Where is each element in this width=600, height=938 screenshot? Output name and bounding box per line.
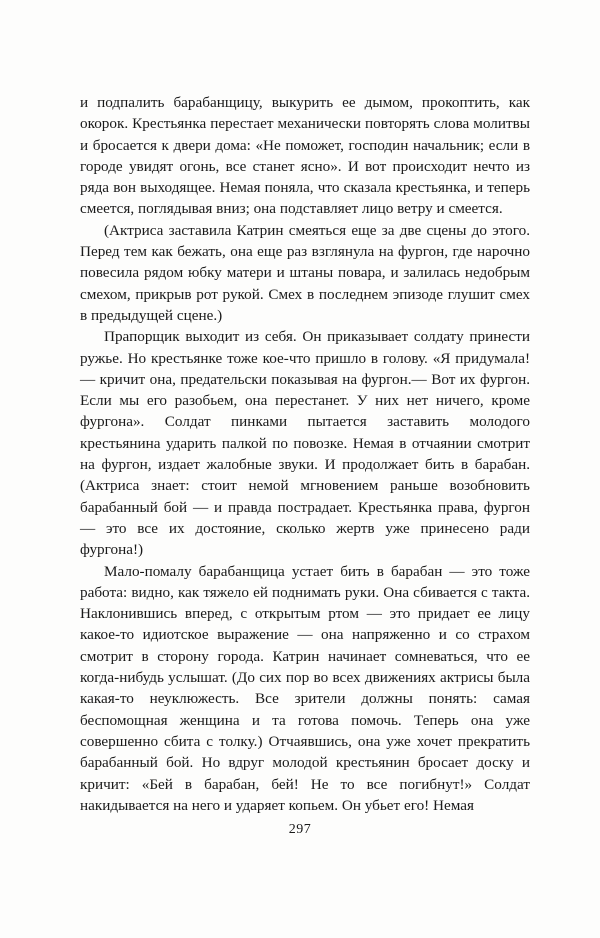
- paragraph-2: (Актриса заставила Катрин смеяться еще за две сцены до этого. Перед тем как бежать, она еще раз взглянула на фургон, где нарочно повесила рядом юбку матери и штаны повара, и залилась недобрым смехом, прикрыв рот рукой. Смех в последнем эпизоде глушит смех в предыдущей сцене.): [80, 221, 530, 324]
- paragraph-3: Прапорщик выходит из себя. Он приказывает солдату принести ружье. Но крестьянке тоже кое-что пришло в голову. «Я придумала! — кричит она, предательски показывая на фургон.— Вот их фургон. Если мы его разобьем, она перестанет. У них нет ничего, кроме фургона». Солдат пинками пытается заставить молодого крестьянина ударить палкой по повозке. Немая в отчаянии смотрит на фургон, издает жалобные звуки. И продолжает бить в барабан. (Актриса знает: стоит немой мгновением раньше возобновить барабанный бой — и правда пострадает. Крестьянка права, фургон — это все их достояние, сколько жертв уже принесено ради фургона!): [80, 328, 530, 559]
- paragraph-4: Мало-помалу барабанщица устает бить в барабан — это тоже работа: видно, как тяжело ей поднимать руки. Она сбивается с такта. Наклонившись вперед, с открытым ртом — это придает ее лицу какое-то идиотское выражение — она напряженно и со страхом смотрит в сторону города. Катрин начинает сомневаться, что ее когда-нибудь услышат. (До сих пор во всех движениях актрисы была какая-то неуклюжесть. Все зрители должны понять: самая беспомощная женщина и та готова помочь. Теперь она уже совершенно сбита с толку.) Отчаявшись, она уже хочет прекратить барабанный бой. Но вдруг молодой крестьянин бросает доску и кричит: «Бей в барабан, бей! Не то все погибнут!» Солдат накидывается на него и ударяет копьем. Он убьет его! Немая: [80, 562, 530, 814]
- paragraph-1: и подпалить барабанщицу, выкурить ее дымом, прокоптить, как окорок. Крестьянка перестает механически повторять слова молитвы и бросается к двери дома: «Не поможет, господин начальник; если в городе увидят огонь, все станет ясно». И вот происходит нечто из ряда вон выходящее. Немая поняла, что сказала крестьянка, и теперь смеется, поглядывая вниз; она подставляет лицо ветру и смеется.: [80, 94, 530, 218]
- body-text: [80, 92, 530, 816]
- page-number: 297: [288, 822, 312, 837]
